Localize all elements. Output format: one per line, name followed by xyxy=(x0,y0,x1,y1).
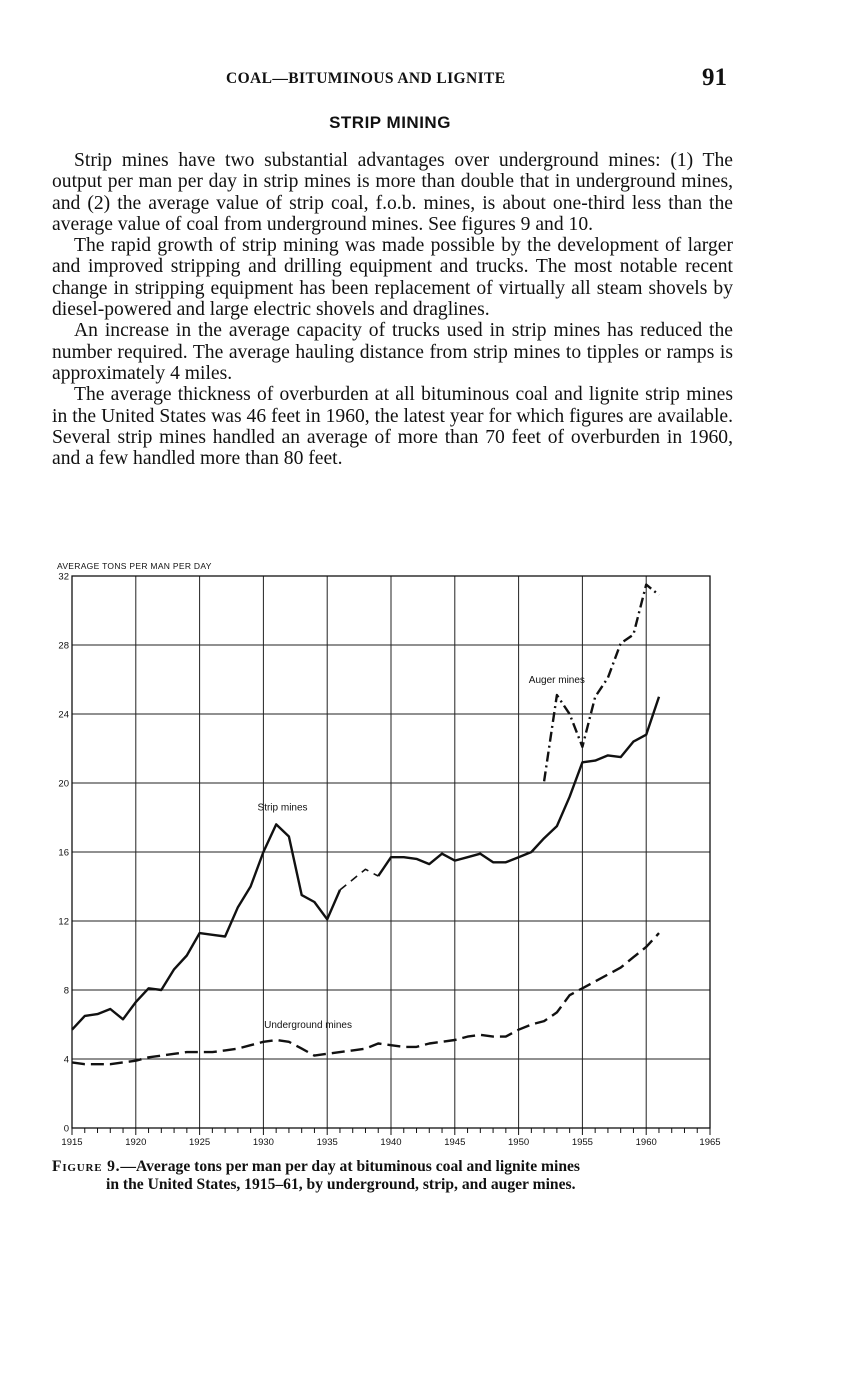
y-tick-label: 4 xyxy=(63,1054,69,1066)
paragraph: An increase in the average capacity of trucks used in strip mines has reduced the number required. The average hauling distance from strip mines to tipples or ramps is approximately 4 miles. xyxy=(52,320,733,384)
y-tick-label: 28 xyxy=(58,640,69,652)
x-tick-label: 1960 xyxy=(635,1137,657,1148)
y-axis-label: AVERAGE TONS PER MAN PER DAY xyxy=(57,561,212,571)
y-tick-label: 32 xyxy=(58,571,69,583)
y-tick-label: 16 xyxy=(58,847,69,859)
x-tick-label: 1950 xyxy=(508,1137,530,1148)
x-tick-label: 1940 xyxy=(380,1137,402,1148)
paragraph: The rapid growth of strip mining was made possible by the development of larger and improved stripping and drilling equipment and trucks. The most notable recent change in stripping equipment has been replacement of virtually all steam shovels by diesel-powered and large electric shovels and draglines. xyxy=(52,235,733,321)
line-chart xyxy=(0,555,851,1155)
section-heading: STRIP MINING xyxy=(329,113,451,132)
body-text xyxy=(52,150,733,469)
series-line-underground-mines xyxy=(72,933,659,1064)
x-tick-label: 1955 xyxy=(571,1137,593,1148)
y-tick-label: 0 xyxy=(63,1123,69,1135)
running-head xyxy=(0,64,851,94)
x-tick-label: 1935 xyxy=(316,1137,338,1148)
x-tick-label: 1915 xyxy=(61,1137,83,1148)
y-tick-label: 12 xyxy=(58,916,69,928)
series-label: Underground mines xyxy=(264,1019,352,1031)
paragraph: Strip mines have two substantial advantages over underground mines: (1) The output per man per day in strip mines is more than double that in underground mines, and (2) the average value of strip coal, f.o.b. mines, is about one-third less than the average value of coal from underground mines. See figures 9 and 10. xyxy=(52,150,733,235)
figure-caption xyxy=(52,1158,732,1194)
page-number: 91 xyxy=(702,64,727,91)
running-title: COAL—BITUMINOUS AND LIGNITE xyxy=(226,70,506,87)
series-label: Strip mines xyxy=(257,802,308,814)
figure-9-chart xyxy=(0,555,851,1155)
x-tick-label: 1965 xyxy=(699,1137,721,1148)
y-tick-label: 24 xyxy=(58,709,69,721)
paragraph: The average thickness of overburden at all bituminous coal and lignite strip mines in the United States was 46 feet in 1960, the latest year for which figures are available. Several strip mines handled an average of more than 70 feet of overburden in 1960, and a few handled more than 80 feet. xyxy=(52,384,733,470)
series-line-strip-mines xyxy=(340,869,378,890)
y-tick-label: 20 xyxy=(58,778,69,790)
figure-label: Figure 9. xyxy=(52,1158,121,1175)
x-tick-label: 1925 xyxy=(189,1137,211,1148)
x-tick-label: 1920 xyxy=(125,1137,147,1148)
series-label: Auger mines xyxy=(528,674,585,686)
x-tick-label: 1945 xyxy=(444,1137,466,1148)
series-line-strip-mines xyxy=(72,824,340,1029)
caption-line-1: —Average tons per man per day at bituminous coal and lignite mines xyxy=(120,1158,580,1175)
y-tick-label: 8 xyxy=(63,985,69,997)
caption-line-2: in the United States, 1915–61, by underground, strip, and auger mines. xyxy=(106,1176,576,1193)
x-tick-label: 1930 xyxy=(252,1137,274,1148)
